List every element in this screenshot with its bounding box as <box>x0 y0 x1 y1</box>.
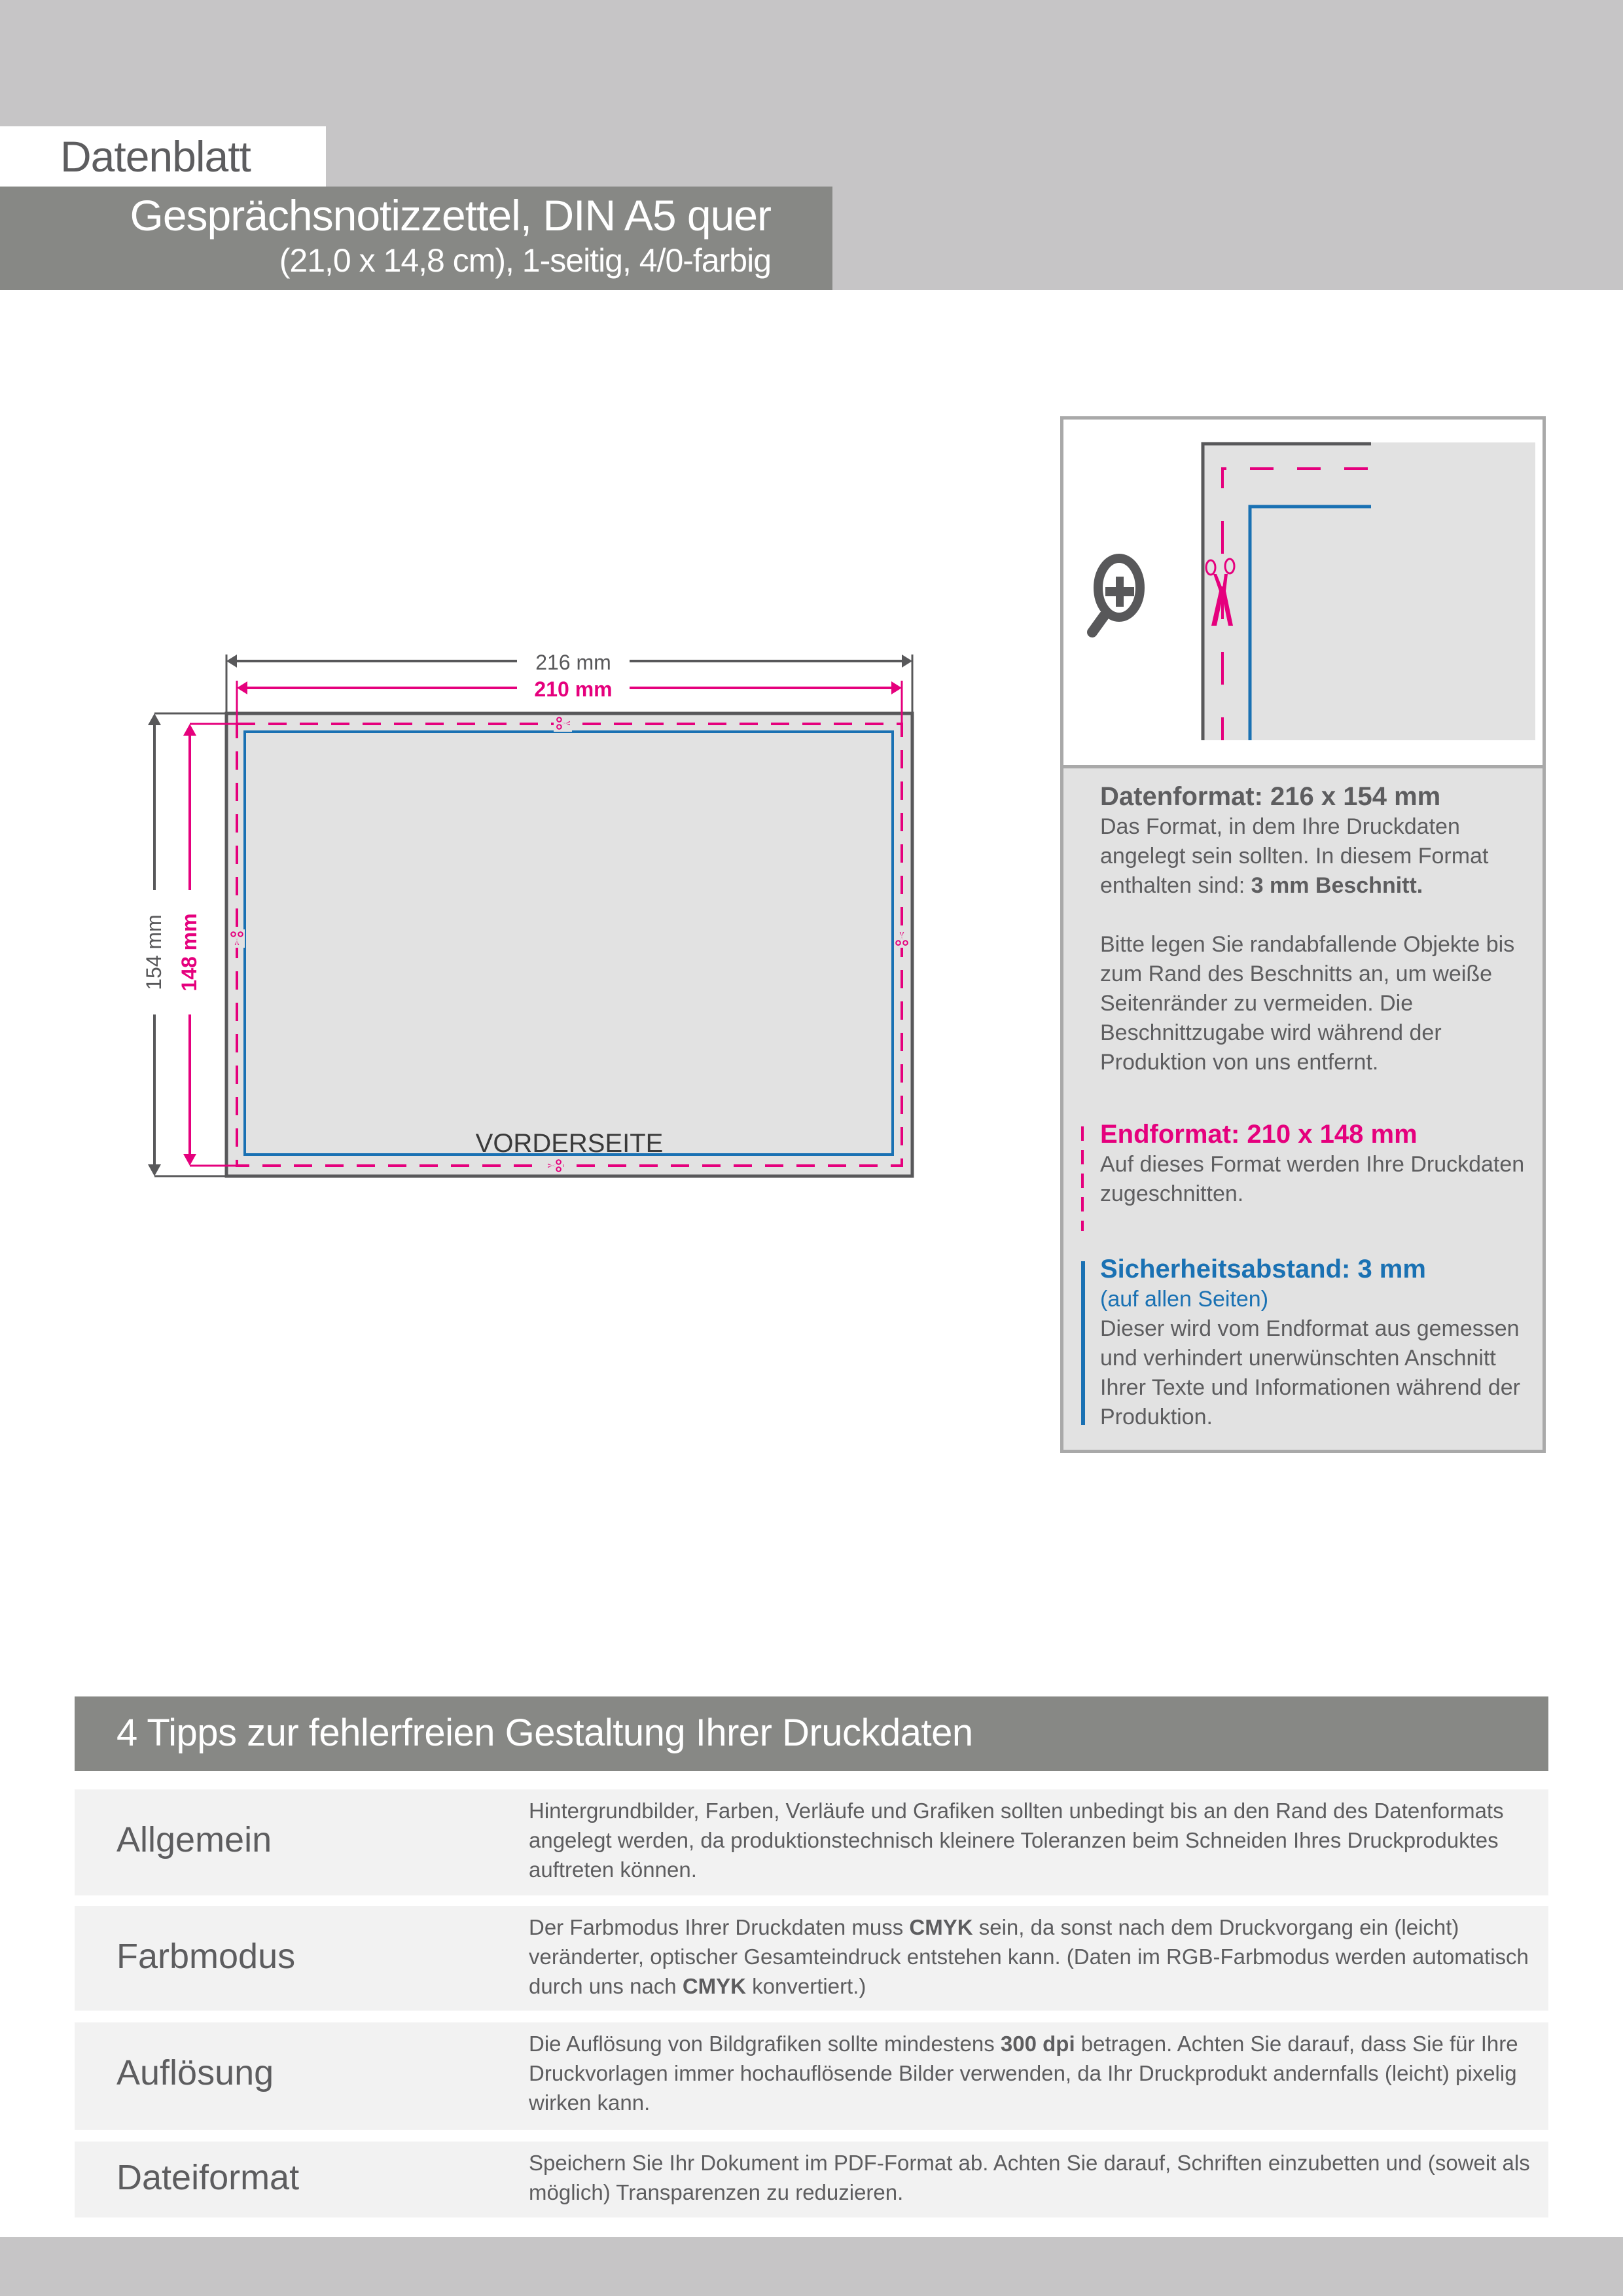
tip-row <box>75 1906 1548 2011</box>
tips-title: 4 Tipps zur fehlerfreien Gestaltung Ihrer Druckdaten <box>116 1712 973 1754</box>
arrow-left-icon <box>226 655 237 668</box>
format-diagram <box>0 628 949 1217</box>
sicherheitsabstand-heading: Sicherheitsabstand: 3 mm <box>1100 1255 1426 1283</box>
scissors-icon <box>229 929 245 948</box>
tip-description: Speichern Sie Ihr Dokument im PDF-Format ab. Achten Sie darauf, Schriften einzubetten und (soweit als möglich) Transparenzen zu reduzieren. <box>529 2151 1530 2204</box>
tip-label: Dateiformat <box>116 2158 300 2197</box>
sicherheitsabstand-text: Dieser wird vom Endformat aus gemessen und verhindert unerwünschten Anschnitt Ihrer Texte und Informationen während der Produktion. <box>1100 1316 1520 1429</box>
scissors-icon <box>544 1158 563 1174</box>
sicherheitsabstand-sub: (auf allen Seiten) <box>1100 1287 1269 1312</box>
product-subtitle: (21,0 x 14,8 cm), 1-seitig, 4/0-farbig <box>279 242 771 279</box>
width-data-label: 216 mm <box>535 651 611 674</box>
datenformat-text: Das Format, in dem Ihre Druckdaten angelegt sein sollten. In diesem Format enthalten sind: 3 mm Beschnitt. <box>1100 814 1489 898</box>
arrow-down-icon <box>183 1154 196 1166</box>
data-format-area <box>226 713 912 1176</box>
product-title: Gesprächsnotizzettel, DIN A5 quer <box>130 191 771 240</box>
endformat-section <box>1100 1119 1532 1209</box>
tip-row <box>75 2142 1548 2217</box>
tip-label: Allgemein <box>116 1820 272 1859</box>
zoom-in-icon <box>1092 558 1140 632</box>
safety-marker <box>1081 1261 1085 1425</box>
arrow-left-icon <box>237 681 247 694</box>
footer-band <box>0 2237 1623 2296</box>
endformat-text: Auf dieses Format werden Ihre Druckdaten zugeschnitten. <box>1100 1152 1525 1206</box>
arrow-up-icon <box>148 713 161 725</box>
tip-description: Hintergrundbilder, Farben, Verläufe und Grafiken sollten unbedingt bis an den Rand des Datenformats angelegt werden, da produktionstechnisch kleinere Toleranzen beim Schneiden Ihres Druckproduktes auftreten können. <box>529 1799 1504 1882</box>
tip-label: Farbmodus <box>116 1937 296 1976</box>
datenformat-heading: Datenformat: 216 x 154 mm <box>1100 782 1441 811</box>
arrow-down-icon <box>148 1164 161 1176</box>
scissors-icon <box>554 716 572 732</box>
arrow-up-icon <box>183 724 196 736</box>
height-data-label: 154 mm <box>142 914 166 990</box>
endformat-heading: Endformat: 210 x 148 mm <box>1100 1120 1418 1149</box>
datenformat-paragraph2: Bitte legen Sie randabfallende Objekte bis zum Rand des Beschnitts an, um weiße Seitenränder zu vermeiden. Die Beschnittzugabe wird während der Produktion von uns entfernt. <box>1100 932 1515 1075</box>
zoom-detail <box>1063 420 1543 768</box>
info-panel <box>1060 416 1546 1453</box>
tip-label: Auflösung <box>116 2053 274 2092</box>
datasheet-label-box <box>0 126 326 187</box>
tips-header <box>75 1696 1548 1771</box>
scissors-icon <box>894 929 910 948</box>
endformat-marker <box>1081 1126 1084 1231</box>
tip-description: Die Auflösung von Bildgrafiken sollte mindestens 300 dpi betragen. Achten Sie darauf, dass Sie für Ihre Druckvorlagen immer hochauflösende Bilder verwenden, da Ihr Druckprodukt andernfalls (leicht) pixelig wirken kann. <box>529 2032 1518 2115</box>
sicherheitsabstand-section <box>1100 1253 1532 1432</box>
tip-row <box>75 1789 1548 1895</box>
tip-row <box>75 2022 1548 2130</box>
width-final-label: 210 mm <box>534 677 613 701</box>
arrow-right-icon <box>891 681 902 694</box>
format-diagram-svg <box>0 628 949 1217</box>
arrow-right-icon <box>902 655 912 668</box>
datasheet-label: Datenblatt <box>60 132 251 181</box>
product-title-box <box>0 187 832 290</box>
side-label: VORDERSEITE <box>475 1129 664 1158</box>
datenformat-section <box>1100 781 1532 1077</box>
tip-description: Der Farbmodus Ihrer Druckdaten muss CMYK sein, da sonst nach dem Druckvorgang ein (leicht) veränderter, optischer Gesamteindruck entstehen kann. (Daten im RGB-Farbmodus werden automatisch durch uns nach CMYK konvertiert.) <box>529 1915 1529 1998</box>
height-final-label: 148 mm <box>177 913 201 992</box>
